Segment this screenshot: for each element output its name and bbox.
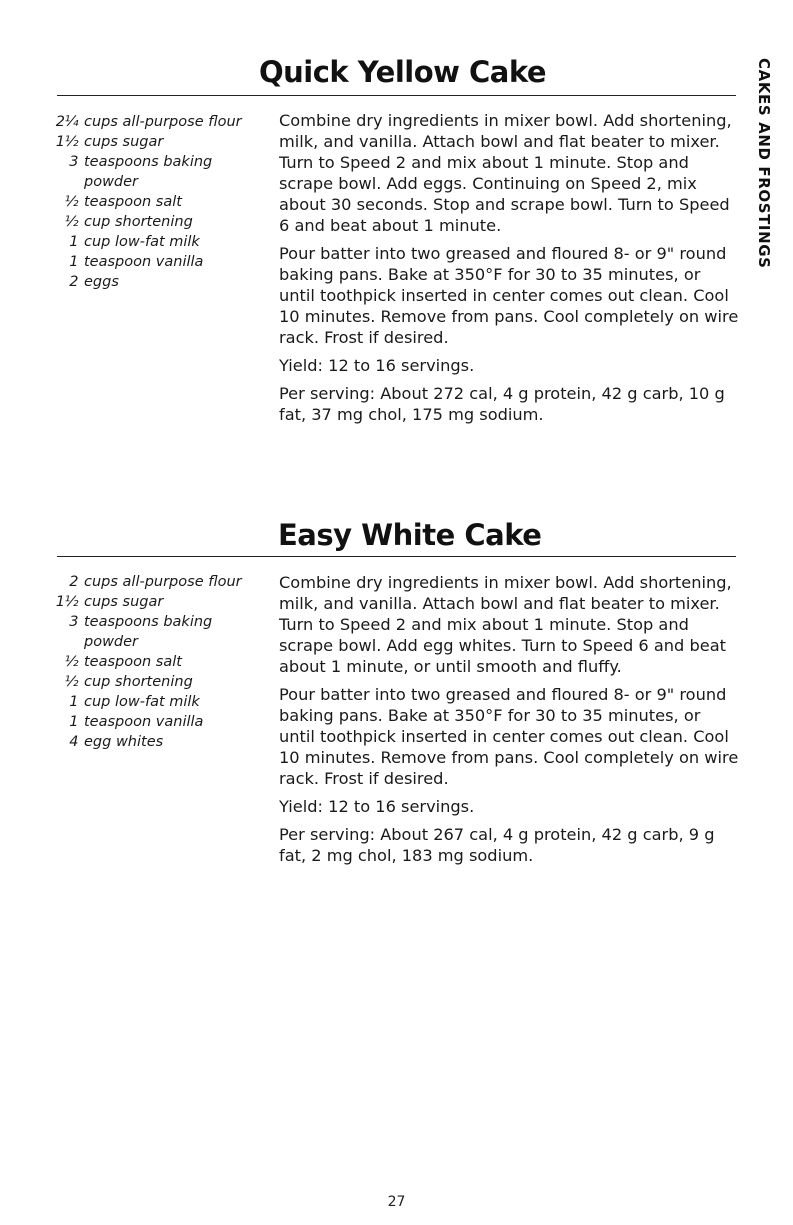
ingredient-item [52,732,262,752]
recipe-yield: Yield: 12 to 16 servings. [279,356,475,375]
ingredient-item [52,232,262,252]
ingredient-quantity: 2¼ [55,114,78,130]
ingredient-text: cups sugar [84,594,164,610]
ingredient-text: cup shortening [84,214,193,230]
ingredient-quantity: ½ [64,194,78,210]
ingredient-quantity: 1 [69,234,78,250]
title-divider [57,556,736,557]
ingredient-quantity: ½ [64,674,78,690]
ingredient-text: cup shortening [84,674,193,690]
direction-paragraph: Pour batter into two greased and floured 8- or 9" round baking pans. Bake at 350°F for 30 to 35 minutes, or until toothpick inserted in center comes out clean. Cool 10 minutes. Remove from pans. Cool completely on wire rack. Frost if desired. [279,244,739,347]
ingredient-item [52,192,262,212]
nutrition-info: Per serving: About 272 cal, 4 g protein, 42 g carb, 10 g fat, 37 mg chol, 175 mg sodium. [279,384,725,424]
ingredient-item [52,612,262,652]
ingredient-quantity: 3 [69,154,78,170]
ingredient-quantity: 1 [69,254,78,270]
direction-paragraph: Combine dry ingredients in mixer bowl. Add shortening, milk, and vanilla. Attach bowl and flat beater to mixer. Turn to Speed 2 and mix about 1 minute. Stop and scrape bowl. Add eggs. Continuing on Speed 2, mix about 30 seconds. Stop and scrape bowl. Turn to Speed 6 and beat about 1 minute. [279,111,732,235]
recipe-directions [279,110,741,432]
ingredient-item [52,592,262,612]
section-tab [753,58,775,278]
ingredient-quantity: ½ [64,214,78,230]
ingredient-text: teaspoons baking powder [84,154,213,190]
ingredient-quantity: 2 [69,574,78,590]
ingredient-item [52,712,262,732]
recipe-title: Easy White Cake [278,518,542,552]
recipe-title: Quick Yellow Cake [259,55,547,89]
ingredient-quantity: 1 [69,694,78,710]
ingredient-text: teaspoon vanilla [84,254,204,270]
section-tab-label: CAKES AND FROSTINGS [755,58,773,269]
ingredient-quantity: 4 [69,734,78,750]
ingredient-text: cups sugar [84,134,164,150]
direction-paragraph: Combine dry ingredients in mixer bowl. Add shortening, milk, and vanilla. Attach bowl and flat beater to mixer. Turn to Speed 2 and mix about 1 minute. Stop and scrape bowl. Add egg whites. Turn to Speed 6 and beat about 1 minute, or until smooth and fluffy. [279,573,732,676]
ingredient-quantity: 1 [69,714,78,730]
ingredient-text: teaspoon vanilla [84,714,204,730]
ingredient-quantity: ½ [64,654,78,670]
ingredient-text: cups all-purpose flour [84,574,242,590]
ingredient-item [52,252,262,272]
ingredient-text: cup low-fat milk [84,234,200,250]
ingredient-quantity: 1½ [55,134,78,150]
ingredient-item [52,272,262,292]
ingredient-quantity: 1½ [55,594,78,610]
ingredient-list [52,572,262,752]
ingredient-item [52,652,262,672]
ingredient-item [52,572,262,592]
ingredient-item [52,672,262,692]
ingredient-text: teaspoon salt [84,194,182,210]
page-number: 27 [387,1194,406,1210]
title-divider [57,95,736,96]
ingredient-text: egg whites [84,734,164,750]
ingredient-quantity: 2 [69,274,78,290]
ingredient-text: teaspoons baking powder [84,614,213,650]
nutrition-info: Per serving: About 267 cal, 4 g protein, 42 g carb, 9 g fat, 2 mg chol, 183 mg sodium. [279,825,715,865]
ingredient-text: cup low-fat milk [84,694,200,710]
ingredient-item [52,112,262,132]
recipe-directions [279,572,741,873]
direction-paragraph: Pour batter into two greased and floured 8- or 9" round baking pans. Bake at 350°F for 30 to 35 minutes, or until toothpick inserted in center comes out clean. Cool 10 minutes. Remove from pans. Cool completely on wire rack. Frost if desired. [279,685,739,788]
ingredient-quantity: 3 [69,614,78,630]
recipe-yield: Yield: 12 to 16 servings. [279,797,475,816]
ingredient-text: teaspoon salt [84,654,182,670]
ingredient-text: eggs [84,274,119,290]
ingredient-text: cups all-purpose flour [84,114,242,130]
ingredient-item [52,152,262,192]
ingredient-item [52,692,262,712]
ingredient-list [52,112,262,292]
ingredient-item [52,212,262,232]
ingredient-item [52,132,262,152]
